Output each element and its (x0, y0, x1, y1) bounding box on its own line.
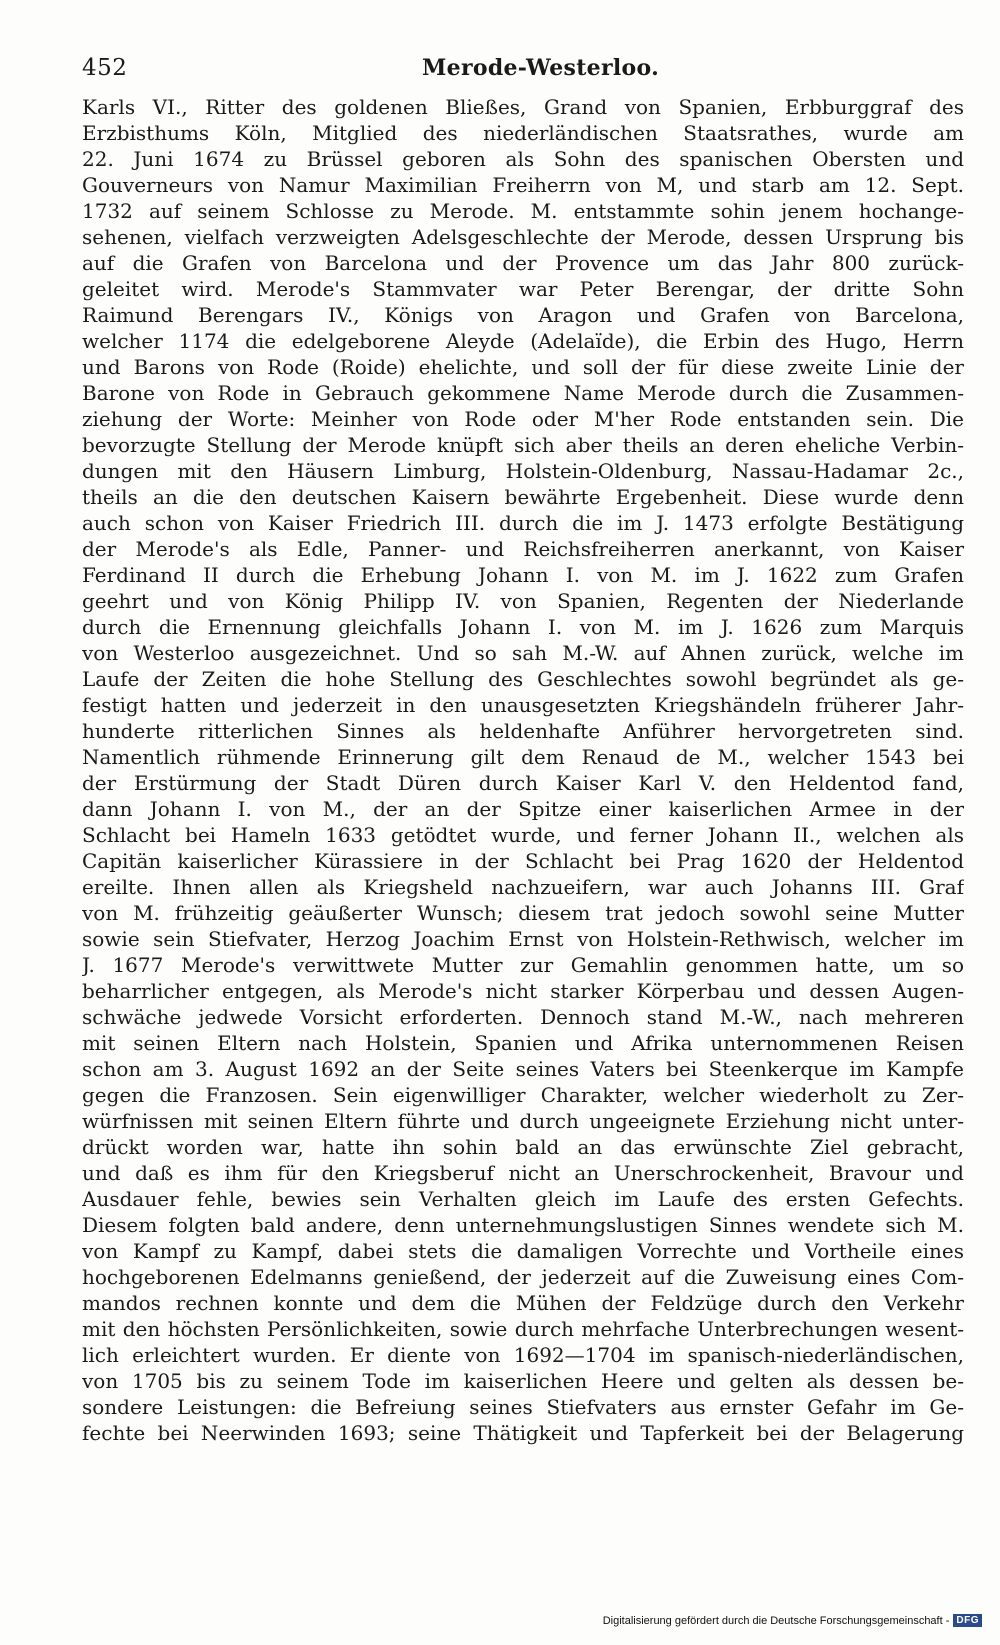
text-line: geleitet wird. Merode's Stammvater war Peter Berengar, der dritte Sohn (82, 277, 964, 301)
text-line: mandos rechnen konnte und dem die Mühen der Feldzüge durch den Verkehr (82, 1291, 964, 1315)
text-line: Barone von Rode in Gebrauch gekommene Name Merode durch die Zusammen- (82, 381, 964, 405)
text-line: hochgeborenen Edelmanns genießend, der jederzeit auf die Zuweisung eines Com- (82, 1265, 964, 1289)
text-line: geehrt und von König Philipp IV. von Spanien, Regenten der Niederlande (82, 589, 964, 613)
text-line: mit seinen Eltern nach Holstein, Spanien und Afrika unternommenen Reisen (82, 1031, 964, 1055)
digitization-credit (603, 1614, 982, 1627)
text-line: würfnissen mit seinen Eltern führte und durch ungeeignete Erziehung nicht unter- (82, 1109, 964, 1133)
text-line: 22. Juni 1674 zu Brüssel geboren als Sohn des spanischen Obersten und (82, 147, 964, 171)
text-line: hunderte ritterlichen Sinnes als heldenhafte Anführer hervorgetreten sind. (82, 719, 964, 743)
text-line: fechte bei Neerwinden 1693; seine Thätigkeit und Tapferkeit bei der Belagerung (82, 1421, 964, 1445)
text-line: und Barons von Rode (Roide) ehelichte, und soll der für diese zweite Linie der (82, 355, 964, 379)
text-line: welcher 1174 die edelgeborene Aleyde (Adelaïde), die Erbin des Hugo, Herrn (82, 329, 964, 353)
text-line: festigt hatten und jederzeit in den unausgesetzten Kriegshändeln früherer Jahr- (82, 693, 964, 717)
text-line: schon am 3. August 1692 an der Seite seines Vaters bei Steenkerque im Kampfe (82, 1057, 964, 1081)
text-line: auf die Grafen von Barcelona und der Provence um das Jahr 800 zurück- (82, 251, 964, 275)
text-line: auch schon von Kaiser Friedrich III. durch die im J. 1473 erfolgte Bestätigung (82, 511, 964, 535)
text-line: der Erstürmung der Stadt Düren durch Kaiser Karl V. den Heldentod fand, (82, 771, 964, 795)
text-line: dann Johann I. von M., der an der Spitze einer kaiserlichen Armee in der (82, 797, 964, 821)
text-line: Laufe der Zeiten die hohe Stellung des Geschlechtes sowohl begründet als ge- (82, 667, 964, 691)
text-line: Raimund Berengars IV., Königs von Aragon und Grafen von Barcelona, (82, 303, 964, 327)
text-line: Ferdinand II durch die Erhebung Johann I. von M. im J. 1622 zum Grafen (82, 563, 964, 587)
dfg-logo: DFG (953, 1614, 982, 1627)
text-line: Schlacht bei Hameln 1633 getödtet wurde, und ferner Johann II., welchen als (82, 823, 964, 847)
text-line: ereilte. Ihnen allen als Kriegsheld nachzueifern, war auch Johanns III. Graf (82, 875, 964, 899)
text-line: sehenen, vielfach verzweigten Adelsgeschlechte der Merode, dessen Ursprung bis (82, 225, 964, 249)
page-header (82, 55, 962, 95)
text-line: sondere Leistungen: die Befreiung seines Stiefvaters aus ernster Gefahr im Ge- (82, 1395, 964, 1419)
text-line: 1732 auf seinem Schlosse zu Merode. M. entstammte sohin jenem hochange- (82, 199, 964, 223)
text-line: von M. frühzeitig geäußerter Wunsch; diesem trat jedoch sowohl seine Mutter (82, 901, 964, 925)
text-line: Erzbisthums Köln, Mitglied des niederländischen Staatsrathes, wurde am (82, 121, 964, 145)
text-line: dungen mit den Häusern Limburg, Holstein-Oldenburg, Nassau-Hadamar 2c., (82, 459, 964, 483)
body-text (82, 94, 964, 1446)
text-line: Gouverneurs von Namur Maximilian Freiherrn von M, und starb am 12. Sept. (82, 173, 964, 197)
text-line: der Merode's als Edle, Panner- und Reichsfreiherren anerkannt, von Kaiser (82, 537, 964, 561)
text-line: Ausdauer fehle, bewies sein Verhalten gleich im Laufe des ersten Gefechts. (82, 1187, 964, 1211)
text-line: Namentlich rühmende Erinnerung gilt dem Renaud de M., welcher 1543 bei (82, 745, 964, 769)
text-line: beharrlicher entgegen, als Merode's nicht starker Körperbau und dessen Augen- (82, 979, 964, 1003)
text-line: mit den höchsten Persönlichkeiten, sowie durch mehrfache Unterbrechungen wesent- (82, 1317, 964, 1341)
text-line: schwäche jedwede Vorsicht erforderten. Dennoch stand M.-W., nach mehreren (82, 1005, 964, 1029)
text-line: und daß es ihm für den Kriegsberuf nicht an Unerschrockenheit, Bravour und (82, 1161, 964, 1185)
text-line: von Westerloo ausgezeichnet. Und so sah M.-W. auf Ahnen zurück, welche im (82, 641, 964, 665)
text-line: bevorzugte Stellung der Merode knüpft sich aber theils an deren eheliche Verbin- (82, 433, 964, 457)
text-line: theils an die den deutschen Kaisern bewährte Ergebenheit. Diese wurde denn (82, 485, 964, 509)
text-line: ziehung der Worte: Meinher von Rode oder M'her Rode entstanden sein. Die (82, 407, 964, 431)
text-line: Karls VI., Ritter des goldenen Bließes, Grand von Spanien, Erbburggraf des (82, 95, 964, 119)
text-line: Diesem folgten bald andere, denn unternehmungslustigen Sinnes wendete sich M. (82, 1213, 964, 1237)
text-line: von 1705 bis zu seinem Tode im kaiserlichen Heere und gelten als dessen be- (82, 1369, 964, 1393)
page-number: 452 (82, 55, 128, 81)
text-line: drückt worden war, hatte ihn sohin bald an das erwünschte Ziel gebracht, (82, 1135, 964, 1159)
running-title: Merode-Westerloo. (422, 55, 660, 81)
credit-text: Digitalisierung gefördert durch die Deutsche Forschungsgemeinschaft - (602, 1614, 950, 1627)
text-line: lich erleichtert wurden. Er diente von 1692—1704 im spanisch-niederländischen, (82, 1343, 964, 1367)
text-line: sowie sein Stiefvater, Herzog Joachim Ernst von Holstein-Rethwisch, welcher im (82, 927, 964, 951)
text-line: gegen die Franzosen. Sein eigenwilliger Charakter, welcher wiederholt zu Zer- (82, 1083, 964, 1107)
text-line: durch die Ernennung gleichfalls Johann I. von M. im J. 1626 zum Marquis (82, 615, 964, 639)
text-line: Capitän kaiserlicher Kürassiere in der Schlacht bei Prag 1620 der Heldentod (82, 849, 964, 873)
text-line: J. 1677 Merode's verwittwete Mutter zur Gemahlin genommen hatte, um so (82, 953, 964, 977)
text-line: von Kampf zu Kampf, dabei stets die damaligen Vorrechte und Vortheile eines (82, 1239, 964, 1263)
